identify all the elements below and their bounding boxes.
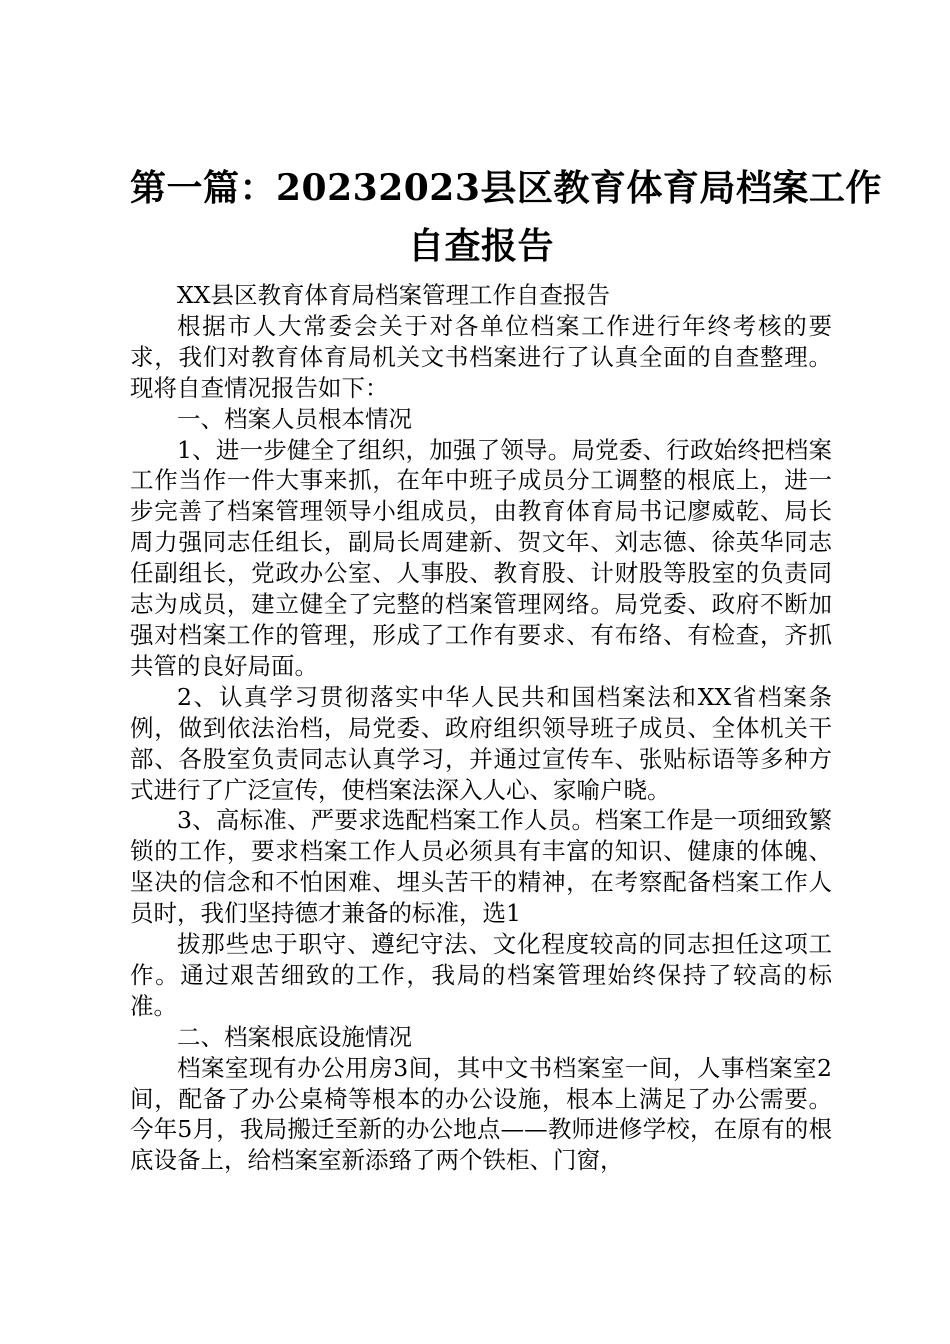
title-line-1: 第一篇：20232023县区教育体育局档案工作 xyxy=(130,167,882,209)
paragraph-facilities: 档案室现有办公用房3间，其中文书档案室一间，人事档案室2间，配备了办公桌椅等根本的办公设施，根本上满足了办公需要。今年5月，我局搬迁至新的办公地点——教师进修学校，在原有的根底设备上，给档案室新添臵了两个铁柜、门窗， xyxy=(130,1053,832,1175)
paragraph-intro: 根据市人大常委会关于对各单位档案工作进行年终考核的要求，我们对教育体育局机关文书档案进行了认真全面的自查整理。现将自查情况报告如下： xyxy=(130,311,832,402)
document-title xyxy=(130,160,882,274)
document-body xyxy=(130,280,832,1176)
section-heading-2: 二、档案根底设施情况 xyxy=(177,1022,412,1051)
report-subtitle: XX县区教育体育局档案管理工作自查报告 xyxy=(177,281,610,309)
paragraph-item-3: 3、高标准、严要求选配档案工作人员。档案工作是一项细致繁锁的工作，要求档案工作人员必须具有丰富的知识、健康的体魄、坚决的信念和不怕困难、埋头苦干的精神，在考察配备档案工作人员时，我们坚持德才兼备的标准，选1 xyxy=(130,806,832,928)
paragraph-item-2: 2、认真学习贯彻落实中华人民共和国档案法和XX省档案条例，做到依法治档，局党委、政府组织领导班子成员、全体机关干部、各股室负责同志认真学习，并通过宣传车、张贴标语等多种方式进行了广泛宣传，使档案法深入人心、家喻户晓。 xyxy=(130,682,832,804)
paragraph-item-1: 1、进一步健全了组织，加强了领导。局党委、行政始终把档案工作当作一件大事来抓，在年中班子成员分工调整的根底上，进一步完善了档案管理领导小组成员，由教育体育局书记廖威乾、局长周力强同志任组长，副局长周建新、贺文年、刘志德、徐英华同志任副组长，党政办公室、人事股、教育股、计财股等股室的负责同志为成员，建立健全了完整的档案管理网络。局党委、政府不断加强对档案工作的管理，形成了工作有要求、有布络、有检查，齐抓共管的良好局面。 xyxy=(130,435,832,680)
section-heading-1: 一、档案人员根本情况 xyxy=(177,404,412,433)
title-line-2: 自查报告 xyxy=(407,225,554,267)
paragraph-item-3-continued: 拔那些忠于职守、遵纪守法、文化程度较高的同志担任这项工作。通过艰苦细致的工作，我局的档案管理始终保持了较高的标准。 xyxy=(130,930,832,1020)
